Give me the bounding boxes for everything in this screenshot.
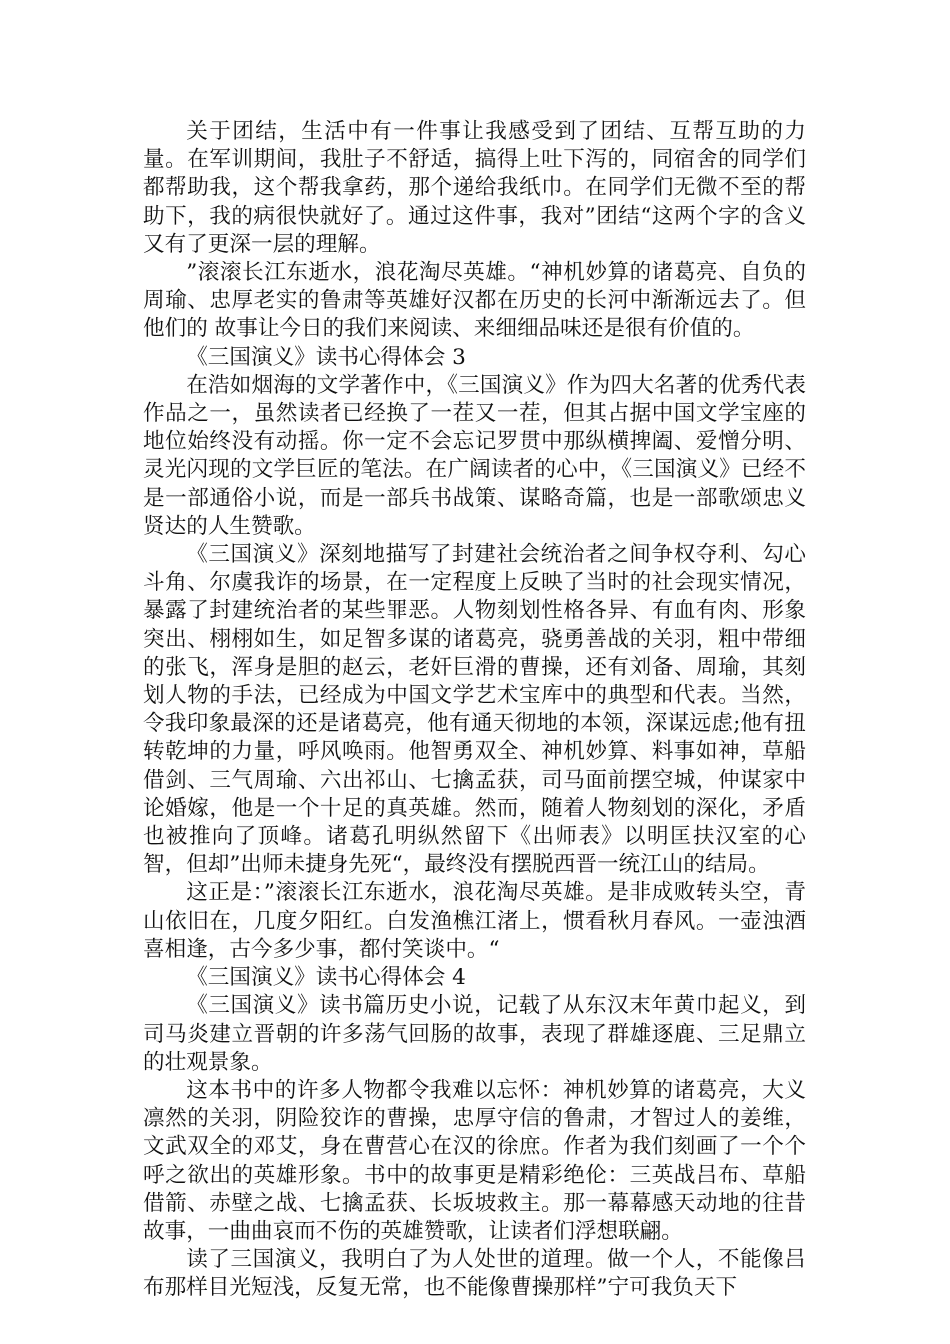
- paragraph: 关于团结，生活中有一件事让我感受到了团结、互帮互助的力量。在军训期间，我肚子不舒适，搞得上吐下泻的，同宿舍的同学们都帮助我，这个帮我拿药，那个递给我纸巾。在同学们无微不至的帮助下，我的病很快就好了。通过这件事，我对”团结“这两个字的含义又有了更深一层的理解。: [143, 119, 806, 257]
- paragraph: 《三国演义》深刻地描写了封建社会统治者之间争权夺利、勾心斗角、尔虞我诈的场景，在一定程度上反映了当时的社会现实情况，暴露了封建统治者的某些罪恶。人物刻划性格各异、有血有肉、形象突出、栩栩如生，如足智多谋的诸葛亮，骁勇善战的关羽，粗中带细的张飞，浑身是胆的赵云，老奸巨滑的曹操，还有刘备、周瑜，其刻划人物的手法，已经成为中国文学艺术宝库中的典型和代表。当然，令我印象最深的还是诸葛亮，他有通天彻地的本领，深谋远虑;他有扭转乾坤的力量，呼风唤雨。他智勇双全、神机妙算、料事如神，草船借剑、三气周瑜、六出祁山、七擒孟获，司马面前摆空城，仲谋家中论婚嫁，他是一个十足的真英雄。然而，随着人物刻划的深化，矛盾也被推向了顶峰。诸葛孔明纵然留下《出师表》以明匡扶汉室的心智，但却”出师未捷身先死“，最终没有摆脱西晋一统江山的结局。: [143, 542, 806, 878]
- document-page: [143, 118, 806, 1303]
- paragraph: 在浩如烟海的文学著作中，《三国演义》作为四大名著的优秀代表作品之一，虽然读者已经换了一茬又一茬，但其占据中国文学宝座的地位始终没有动摇。你一定不会忘记罗贯中那纵横捭阖、爱憎分明、灵光闪现的文学巨匠的笔法。在广阔读者的心中，《三国演义》已经不是一部通俗小说，而是一部兵书战策、谋略奇篇，也是一部歌颂忠义贤达的人生赞歌。: [143, 372, 806, 539]
- paragraph: 读了三国演义，我明白了为人处世的道理。做一个人，不能像吕布那样目光短浅，反复无常，也不能像曹操那样”宁可我负天下: [143, 1247, 806, 1301]
- paragraph: 《三国演义》读书篇历史小说，记载了从东汉末年黄巾起义，到司马炎建立晋朝的许多荡气回肠的故事，表现了群雄逐鹿、三足鼎立的壮观景象。: [143, 993, 806, 1075]
- section-heading: 《三国演义》读书心得体会 3: [186, 344, 466, 370]
- paragraph: 这本书中的许多人物都令我难以忘怀：神机妙算的诸葛亮，大义凛然的关羽，阴险狡诈的曹操，忠厚守信的鲁肃，才智过人的姜维，文武双全的邓艾，身在曹营心在汉的徐庶。作者为我们刻画了一个个呼之欲出的英雄形象。书中的故事更是精彩绝伦：三英战吕布、草船借箭、赤壁之战、七擒孟获、长坂坡救主。那一幕幕感天动地的往昔故事，一曲曲哀而不伤的英雄赞歌，让读者们浮想联翩。: [143, 1077, 806, 1244]
- paragraph: 这正是：”滚滚长江东逝水，浪花淘尽英雄。是非成败转头空，青山依旧在，几度夕阳红。白发渔樵江渚上，惯看秋月春风。一壶浊酒喜相逢，古今多少事，都付笑谈中。“: [143, 880, 806, 962]
- section-heading: 《三国演义》读书心得体会 4: [186, 965, 466, 991]
- paragraph: ”滚滚长江东逝水，浪花淘尽英雄。“神机妙算的诸葛亮、自负的周瑜、忠厚老实的鲁肃等英雄好汉都在历史的长河中渐渐远去了。但他们的 故事让今日的我们来阅读、来细细品味还是很有价值的。: [143, 260, 806, 342]
